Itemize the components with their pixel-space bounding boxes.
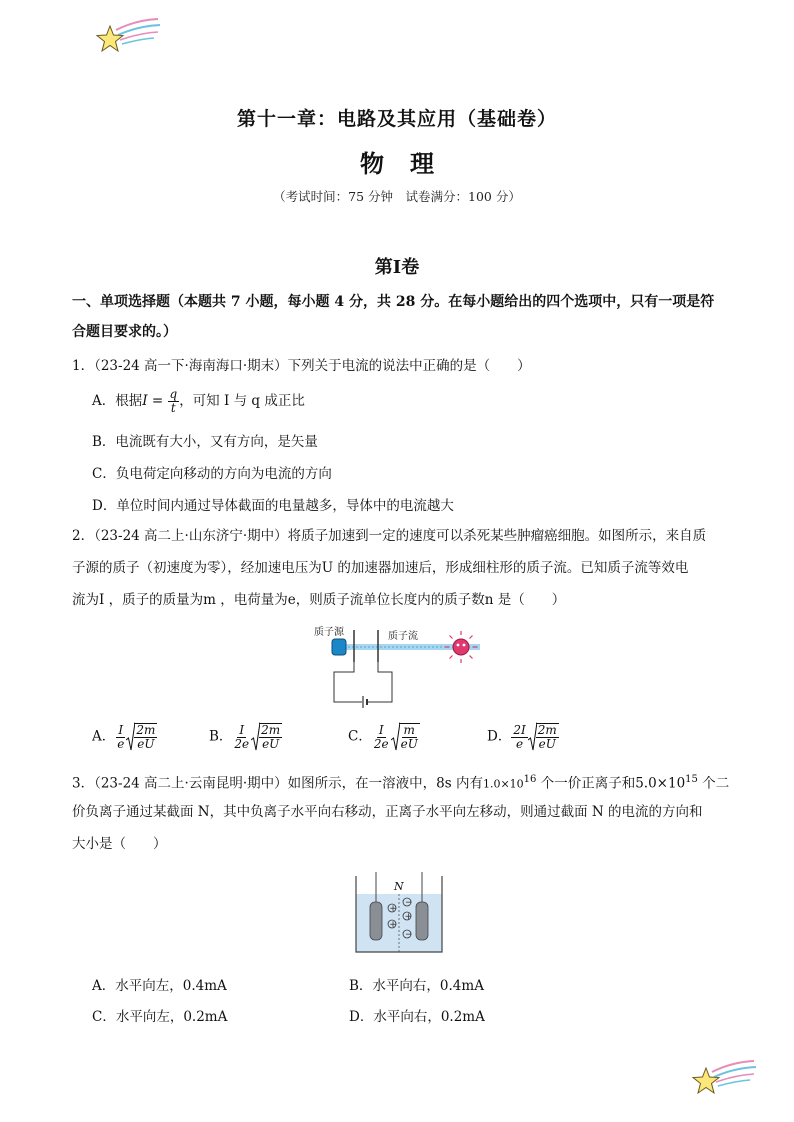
star-icon: [693, 1068, 719, 1093]
section-n-label: N: [394, 880, 404, 893]
q2-fig-label-beam: 质子流: [388, 631, 418, 642]
star-icon: [97, 26, 123, 51]
proton-source: [332, 639, 346, 655]
q2-option-a: A． $\frac{I}{e}$ $\frac{2m}{eU}$: [92, 722, 156, 751]
q3-option-c: C．水平向左，0.2mA: [92, 1009, 228, 1025]
q1-option-b: B．电流既有大小，又有方向，是矢量: [92, 434, 318, 450]
star-decoration-bottom: [688, 1058, 760, 1102]
electrode-right: [416, 902, 428, 940]
q1-option-a: A．根据I = $\frac{q}{t}$ ，可知 I 与 q 成正比: [92, 387, 305, 415]
option-coefficient: $\frac{I}{e}$: [117, 722, 125, 751]
q2-fig-label-source: 质子源: [314, 627, 344, 638]
q2-stem-line1: 2．（23-24 高二上·山东济宁·期中）将质子加速到一定的速度可以杀死某些肿瘤癌细胞。如图所示，来自质: [72, 528, 707, 544]
q3-option-b: B．水平向右，0.4mA: [349, 978, 484, 994]
svg-text:+: +: [389, 920, 397, 930]
electrode-left: [370, 902, 382, 940]
section-heading-line1: 一、单项选择题（本题共 7 小题，每小题 4 分，共 28 分。在每小题给出的四个选项中，只有一项是符: [72, 294, 715, 310]
q2-option-d: D． $\frac{2I}{e}$ $\frac{2m}{eU}$: [487, 722, 557, 751]
circuit-wire: [334, 662, 362, 702]
q2-option-b: B． $\frac{I}{2e}$ $\frac{2m}{eU}$: [209, 722, 281, 751]
option-coefficient: $\frac{2I}{e}$: [513, 722, 526, 751]
q2-options: [92, 722, 692, 762]
q3-figure-solution: [352, 872, 446, 956]
section-heading: [72, 287, 732, 347]
svg-text:−: −: [405, 930, 413, 940]
square-root: $\frac{2m}{eU}$: [528, 722, 559, 752]
subject-title: 物理: [360, 149, 460, 178]
square-root: $\frac{2m}{eU}$: [251, 722, 282, 752]
q3-option-d: D．水平向右，0.2mA: [349, 1009, 485, 1025]
paper-title: 第十一章：电路及其应用（基础卷）: [236, 108, 557, 130]
star-decoration-top: [92, 16, 164, 60]
q1-stem: 1．（23-24 高一下·海南海口·期末）下列关于电流的说法中正确的是（ ）: [72, 358, 531, 374]
q2-option-c: C． $\frac{I}{2e}$ $\frac{m}{eU}$: [348, 722, 418, 751]
section-heading-line2: 合题目要求的。）: [72, 324, 177, 340]
q3-stem-line2: 价负离子通过某截面 N，其中负离子水平向右移动，正离子水平向左移动，则通过截面 N 的电流的方向和: [72, 804, 703, 820]
svg-text:+: +: [404, 912, 413, 922]
square-root: $\frac{m}{eU}$: [391, 722, 420, 752]
q2-stem-line3: 流为I ，质子的质量为m ，电荷量为e，则质子流单位长度内的质子数n 是（ ）: [72, 592, 566, 608]
q3-stem-line3: 大小是（ ）: [72, 836, 167, 852]
svg-text:+: +: [389, 904, 397, 914]
option-coefficient: $\frac{I}{2e}$: [234, 722, 250, 751]
q1-fraction: $\frac{q}{t}$: [169, 387, 178, 415]
volume-title: 第Ⅰ卷: [374, 257, 420, 278]
q2-figure-accelerator: [308, 622, 488, 710]
q1-option-d: D．单位时间内通过导体截面的电量越多，导体中的电流越大: [92, 498, 454, 514]
q3-stem-line1: 3．（23-24 高二上·云南昆明·期中）如图所示，在一溶液中，8s 内有$1.0\times 10^{16}$ 个一价正离子和$5.0\times 10^{15}$ 个二: [72, 774, 730, 792]
square-root: $\frac{2m}{eU}$: [126, 722, 157, 752]
option-coefficient: $\frac{I}{2e}$: [373, 722, 389, 751]
exam-info: （考试时间：75 分钟 试卷满分：100 分）: [273, 189, 521, 204]
svg-text:−: −: [405, 898, 413, 908]
q2-stem-line2: 子源的质子（初速度为零），经加速电压为U 的加速器加速后，形成细柱形的质子流。已知质子流等效电: [72, 560, 689, 576]
q3-option-a: A．水平向左，0.4mA: [92, 978, 227, 994]
q1-option-c: C．负电荷定向移动的方向为电流的方向: [92, 466, 332, 482]
